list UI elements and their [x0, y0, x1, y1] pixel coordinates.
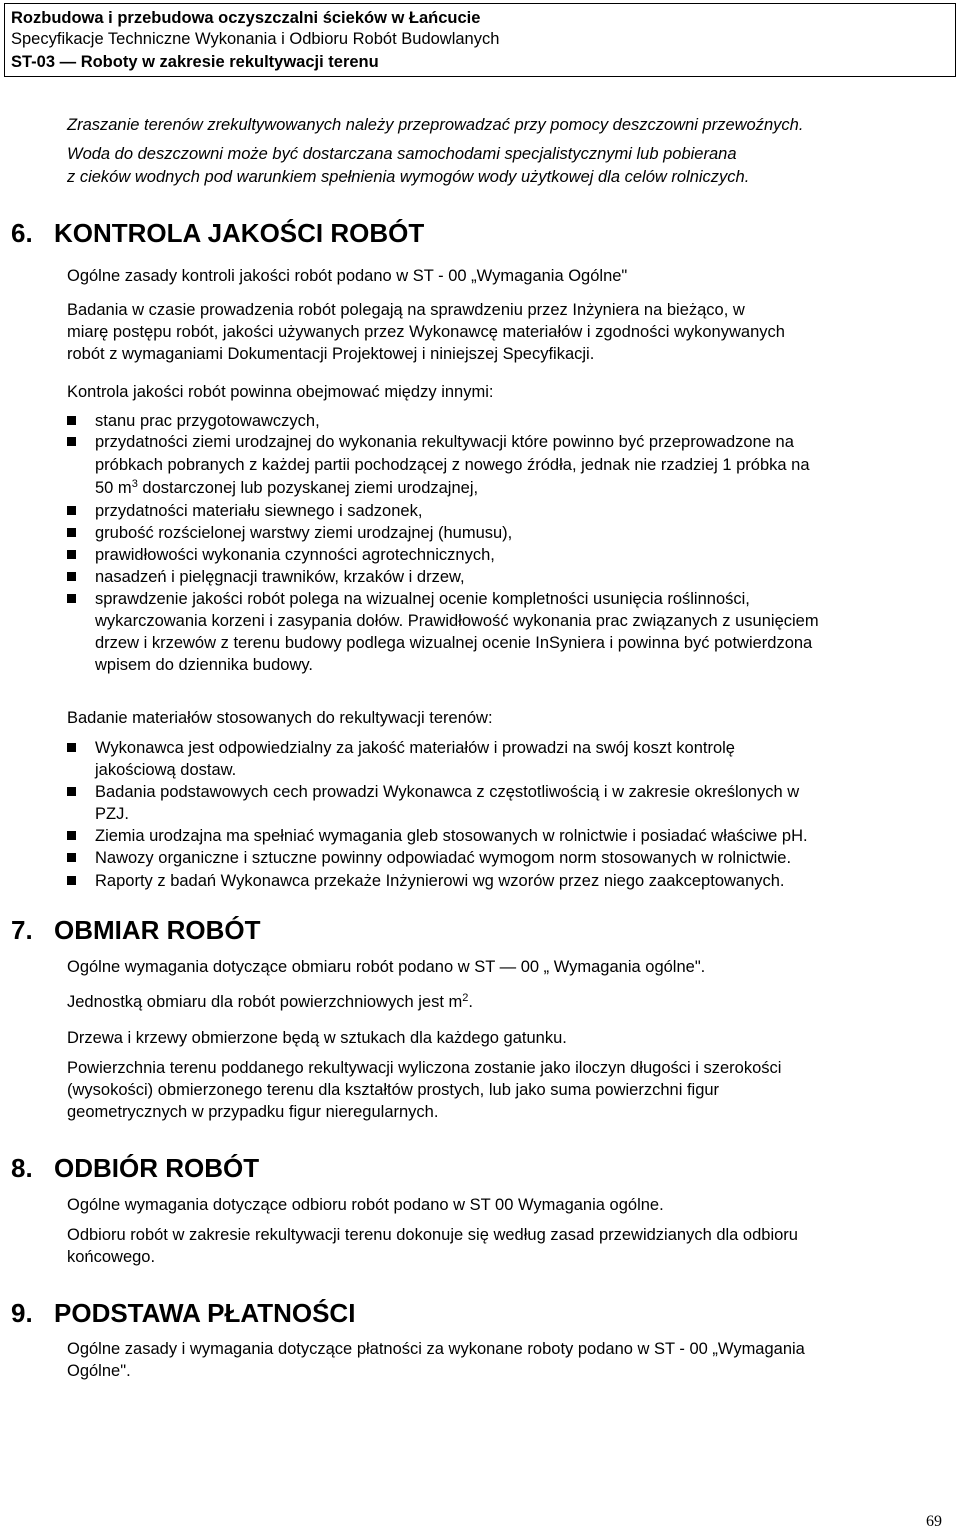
- s6-paragraph-line: miarę postępu robót, jakości używanych przez Wykonawcę materiałów i zgodności wykonywanych: [67, 323, 785, 341]
- s6-list-intro: Kontrola jakości robót powinna obejmować między innymi:: [67, 383, 494, 401]
- s7-paragraph: Drzewa i krzewy obmierzone będą w sztukach dla każdego gatunku.: [67, 1029, 567, 1047]
- list-item: przydatności materiału siewnego i sadzonek,: [95, 502, 423, 520]
- s8-paragraph-line: końcowego.: [67, 1248, 156, 1266]
- list-item: prawidłowości wykonania czynności agrotechnicznych,: [95, 546, 495, 564]
- list-item-continuation: wpisem do dziennika budowy.: [95, 656, 313, 674]
- s7-paragraph: Ogólne wymagania dotyczące obmiaru robót podano w ST — 00 „ Wymagania ogólne".: [67, 958, 706, 976]
- intro-line: Woda do deszczowni może być dostarczana samochodami specjalistycznymi lub pobierana: [67, 145, 737, 163]
- s6-paragraph-line: robót z wymaganiami Dokumentacji Projektowej i niniejszej Specyfikacji.: [67, 345, 595, 363]
- bullet-icon: [67, 506, 76, 515]
- document-header: [4, 3, 956, 77]
- project-title: Rozbudowa i przebudowa oczyszczalni ścieków w Łańcucie: [11, 9, 481, 27]
- s8-paragraph: Ogólne wymagania dotyczące odbioru robót podano w ST 00 Wymagania ogólne.: [67, 1196, 664, 1214]
- s8-paragraph-line: Odbioru robót w zakresie rekultywacji terenu dokonuje się według zasad przewidzianych dla odbioru: [67, 1226, 798, 1244]
- list-item: Ziemia urodzajna ma spełniać wymagania gleb stosowanych w rolnictwie i posiadać właściwe pH.: [95, 827, 808, 845]
- section-7-number: 7.: [11, 915, 33, 945]
- section-6-title: KONTROLA JAKOŚCI ROBÓT: [54, 218, 425, 248]
- list-item: grubość rozścielonej warstwy ziemi urodzajnej (humusu),: [95, 524, 513, 542]
- bullet-icon: [67, 594, 76, 603]
- list-item-continuation: próbkach pobranych z każdej partii pochodzącej z nowego źródła, jednak nie rzadziej 1 próbka na: [95, 456, 810, 474]
- section-9-title: PODSTAWA PŁATNOŚCI: [54, 1298, 356, 1328]
- spec-title: Specyfikacje Techniczne Wykonania i Odbioru Robót Budowlanych: [11, 30, 500, 48]
- intro-line: z cieków wodnych pod warunkiem spełnienia wymogów wody użytkowej dla celów rolniczych.: [67, 168, 750, 186]
- bullet-icon: [67, 572, 76, 581]
- list-item: sprawdzenie jakości robót polega na wizualnej ocenie kompletności usunięcia roślinności,: [95, 590, 750, 608]
- list-item-continuation: drzew i krzewów z terenu budowy podlega wizualnej ocenie InSyniera i powinna być potwierdzona: [95, 634, 813, 652]
- section-7-title: OBMIAR ROBÓT: [54, 915, 261, 945]
- section-code-title: ST-03 — Roboty w zakresie rekultywacji terenu: [11, 53, 379, 71]
- s6-list2-intro: Badanie materiałów stosowanych do rekultywacji terenów:: [67, 709, 493, 727]
- section-8-title: ODBIÓR ROBÓT: [54, 1153, 260, 1183]
- section-9-number: 9.: [11, 1298, 33, 1328]
- bullet-icon: [67, 528, 76, 537]
- bullet-icon: [67, 437, 76, 446]
- s6-paragraph-line: Badania w czasie prowadzenia robót polegają na sprawdzeniu przez Inżyniera na bieżąco, w: [67, 301, 745, 319]
- bullet-icon: [67, 787, 76, 796]
- list-item: Raporty z badań Wykonawca przekaże Inżynierowi wg wzorów przez niego zaakceptowanych.: [95, 872, 785, 890]
- bullet-icon: [67, 853, 76, 862]
- list-item: przydatności ziemi urodzajnej do wykonania rekultywacji które powinno być przeprowadzone na: [95, 433, 794, 451]
- s7-paragraph-line: geometrycznych w przypadku figur nieregularnych.: [67, 1103, 439, 1121]
- list-item: nasadzeń i pielęgnacji trawników, krzaków i drzew,: [95, 568, 465, 586]
- s6-paragraph: Ogólne zasady kontroli jakości robót podano w ST - 00 „Wymagania Ogólne": [67, 267, 628, 285]
- s7-paragraph: Jednostką obmiaru dla robót powierzchniowych jest $m^2$.: [67, 992, 473, 1011]
- s7-paragraph-line: (wysokości) obmierzonego terenu dla kształtów prostych, lub jako suma powierzchni figur: [67, 1081, 720, 1099]
- bullet-icon: [67, 743, 76, 752]
- list-item: stanu prac przygotowawczych,: [95, 412, 320, 430]
- s9-paragraph-line: Ogólne zasady i wymagania dotyczące płatności za wykonane roboty podano w ST - 00 „Wymagania: [67, 1340, 805, 1358]
- s9-paragraph-line: Ogólne".: [67, 1362, 131, 1380]
- list-item-continuation: 50 $m^3$ dostarczonej lub pozyskanej ziemi urodzajnej,: [95, 478, 479, 497]
- list-item: Wykonawca jest odpowiedzialny za jakość materiałów i prowadzi na swój koszt kontrolę: [95, 739, 735, 757]
- section-6-number: 6.: [11, 218, 33, 248]
- list-item: Nawozy organiczne i sztuczne powinny odpowiadać wymogom norm stosowanych w rolnictwie.: [95, 849, 792, 867]
- bullet-icon: [67, 550, 76, 559]
- intro-line: Zraszanie terenów zrekultywowanych należy przeprowadzać przy pomocy deszczowni przewoźnych.: [67, 116, 804, 134]
- list-item-continuation: wykarczowania korzeni i zasypania dołów. Prawidłowość wykonania prac związanych z usunięciem: [95, 612, 819, 630]
- list-item-continuation: jakościową dostaw.: [95, 761, 237, 779]
- section-8-number: 8.: [11, 1153, 33, 1183]
- list-item-continuation: PZJ.: [95, 805, 129, 823]
- bullet-icon: [67, 876, 76, 885]
- page-number: 69: [926, 1513, 942, 1530]
- bullet-icon: [67, 416, 76, 425]
- list-item: Badania podstawowych cech prowadzi Wykonawca z częstotliwością i w zakresie określonych w: [95, 783, 800, 801]
- s7-paragraph-line: Powierzchnia terenu poddanego rekultywacji wyliczona zostanie jako iloczyn długości i szerokości: [67, 1059, 782, 1077]
- bullet-icon: [67, 831, 76, 840]
